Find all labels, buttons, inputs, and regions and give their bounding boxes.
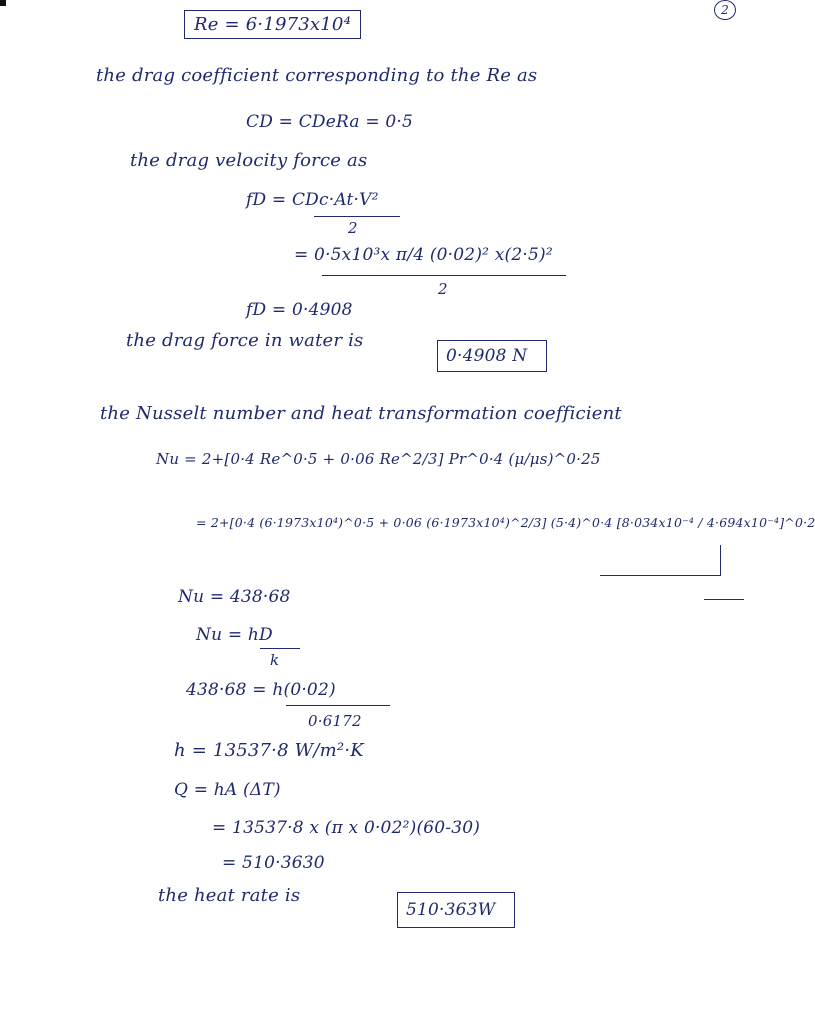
heat-rate-formula: Q = hA (ΔT) bbox=[174, 780, 281, 800]
corner-mark bbox=[0, 0, 6, 6]
heat-transfer-equation-bar bbox=[286, 705, 390, 706]
page-number: 2 bbox=[714, 0, 736, 20]
nusselt-substitution: = 2+[0·4 (6·1973x10⁴)^0·5 + 0·06 (6·1973x10⁴)^2/3] (5·4)^0·4 [8·034x10⁻⁴ / 4·694x10⁻⁴]^0·2 bbox=[196, 515, 815, 530]
drag-force-result: fD = 0·4908 bbox=[246, 300, 353, 320]
nusselt-definition-bar bbox=[260, 648, 300, 649]
heat-transfer-equation-numerator: 438·68 = h(0·02) bbox=[186, 680, 336, 700]
heat-rate-text: the heat rate is bbox=[158, 885, 301, 906]
drag-force-fraction-bar bbox=[314, 216, 400, 217]
drag-coefficient-equation: CD = CDeRa = 0·5 bbox=[246, 112, 413, 132]
margin-dash bbox=[704, 599, 744, 600]
drag-force-formula-denominator: 2 bbox=[348, 219, 358, 237]
drag-force-substitution-denominator: 2 bbox=[438, 280, 448, 298]
viscosity-ratio-bracket bbox=[600, 545, 721, 576]
nusselt-correlation: Nu = 2+[0·4 Re^0·5 + 0·06 Re^2/3] Pr^0·4 (μ/μs)^0·25 bbox=[156, 450, 601, 468]
drag-coefficient-intro: the drag coefficient corresponding to the Re as bbox=[96, 65, 538, 86]
drag-force-formula-numerator: fD = CDc·At·V² bbox=[246, 190, 379, 210]
nusselt-definition-denominator: k bbox=[270, 651, 280, 669]
heat-rate-answer-box: 510·363W bbox=[397, 892, 515, 928]
drag-force-intro: the drag velocity force as bbox=[130, 150, 368, 171]
nusselt-result: Nu = 438·68 bbox=[178, 587, 291, 607]
drag-force-answer-box: 0·4908 N bbox=[437, 340, 547, 372]
drag-force-substitution-bar bbox=[322, 275, 566, 276]
reynolds-number-box: Re = 6·1973x10⁴ bbox=[184, 10, 361, 39]
heat-rate-substitution: = 13537·8 x (π x 0·02²)(60-30) bbox=[212, 818, 481, 838]
nusselt-number-intro: the Nusselt number and heat transformation coefficient bbox=[100, 403, 622, 424]
heat-transfer-coefficient-result: h = 13537·8 W/m²·K bbox=[174, 740, 364, 761]
drag-force-substitution-numerator: = 0·5x10³x π/4 (0·02)² x(2·5)² bbox=[294, 245, 553, 265]
heat-transfer-equation-denominator: 0·6172 bbox=[308, 712, 362, 730]
nusselt-definition-numerator: Nu = hD bbox=[196, 625, 273, 645]
heat-rate-result: = 510·3630 bbox=[222, 853, 325, 873]
drag-force-water-text: the drag force in water is bbox=[126, 330, 364, 351]
